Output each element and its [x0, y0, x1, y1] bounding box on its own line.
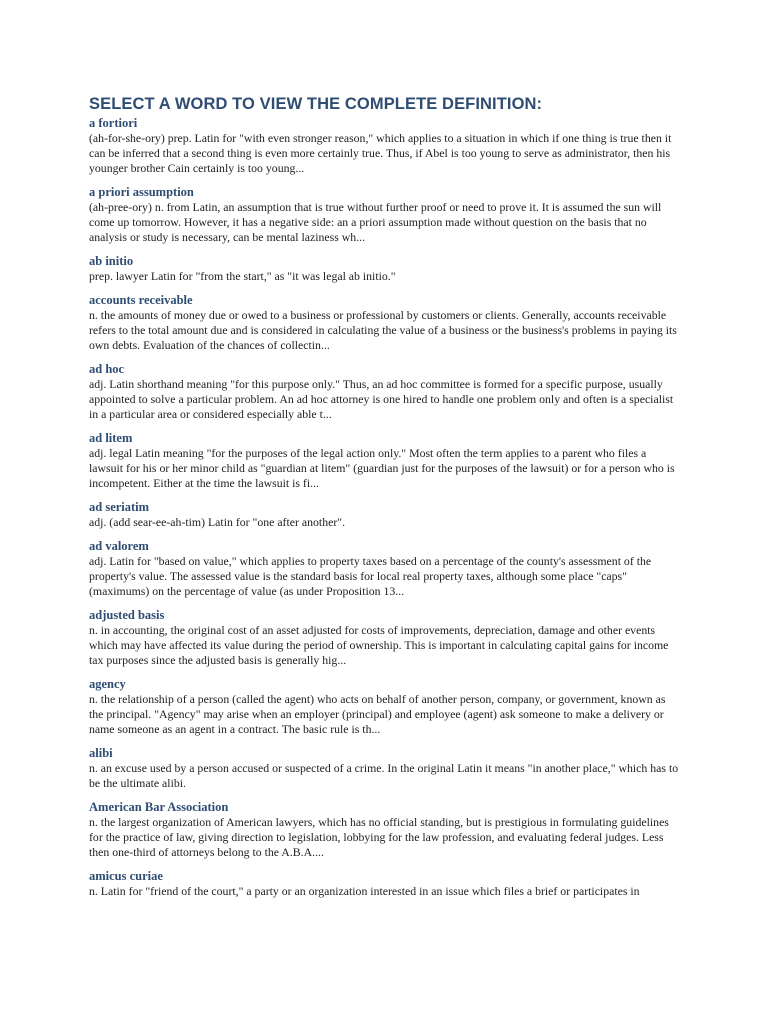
page-heading: SELECT A WORD TO VIEW THE COMPLETE DEFINITION:: [89, 95, 543, 113]
term-link[interactable]: ad valorem: [89, 539, 149, 553]
definition-entry: [89, 607, 681, 668]
definition-entry: [89, 115, 681, 176]
definition-entry: [89, 499, 681, 530]
definition-entry: [89, 868, 681, 899]
term-link[interactable]: American Bar Association: [89, 800, 229, 814]
definition-text: n. the amounts of money due or owed to a business or professional by customers or clients. Generally, accounts receivable refers to the total amount due and is considered in calculating the value of a business or the business's problems in paying its own debts. Evaluation of the chances of collectin...: [89, 308, 677, 352]
definition-text: (ah-pree-ory) n. from Latin, an assumption that is true without further proof or need to prove it. It is assumed the sun will come up tomorrow. However, it has a negative side: an a priori assumption made without question on the basis that no analysis or study is necessary, can be mental laziness wh...: [89, 200, 662, 244]
definition-text: n. the largest organization of American lawyers, which has no official standing, but is prestigious in formulating guidelines for the practice of law, giving direction to legislation, lobbying for the law profession, and evaluating federal judges. Less then one-third of attorneys belong to the A.B.A....: [89, 815, 669, 859]
definition-entry: [89, 799, 681, 860]
definition-text: n. an excuse used by a person accused or suspected of a crime. In the original Latin it means "in another place," which has to be the ultimate alibi.: [89, 761, 679, 790]
definition-text: prep. lawyer Latin for "from the start," as "it was legal ab initio.": [89, 269, 396, 283]
term-link[interactable]: accounts receivable: [89, 293, 193, 307]
term-link[interactable]: ad hoc: [89, 362, 125, 376]
definition-text: n. in accounting, the original cost of an asset adjusted for costs of improvements, depreciation, damage and other events which may have affected its value during the period of ownership. This is important in calculating capital gains for income tax purposes since the adjusted basis is generally hig...: [89, 623, 669, 667]
glossary-page: [89, 94, 681, 907]
definition-entry: [89, 430, 681, 491]
definition-entry: [89, 184, 681, 245]
definition-text: n. Latin for "friend of the court," a party or an organization interested in an issue which files a brief or participates in: [89, 884, 640, 898]
definition-text: adj. legal Latin meaning "for the purposes of the legal action only." Most often the term applies to a parent who files a lawsuit for his or her minor child as "guardian at litem" (guardian just for the purposes of the lawsuit) or for a person who is incompetent. Either at the time the lawsuit is fi...: [89, 446, 675, 490]
term-link[interactable]: amicus curiae: [89, 869, 163, 883]
definition-text: adj. Latin for "based on value," which applies to property taxes based on a percentage of the county's assessment of the property's value. The assessed value is the standard basis for local real property taxes, although some place "caps" (maximums) on the percentage of value (as under Proposition 13...: [89, 554, 652, 598]
definition-entry: [89, 361, 681, 422]
definition-text: (ah-for-she-ory) prep. Latin for "with even stronger reason," which applies to a situation in which if one thing is true then it can be inferred that a second thing is even more certainly true. Thus, if Abel is too young to serve as administrator, then his younger brother Cain certainly is too young...: [89, 131, 672, 175]
term-link[interactable]: ad seriatim: [89, 500, 150, 514]
definition-text: adj. Latin shorthand meaning "for this purpose only." Thus, an ad hoc committee is formed for a specific purpose, usually appointed to solve a particular problem. An ad hoc attorney is one hired to handle one problem only and often is a specialist in a particular area or considered especially able t...: [89, 377, 674, 421]
term-link[interactable]: a priori assumption: [89, 185, 194, 199]
definition-text: n. the relationship of a person (called the agent) who acts on behalf of another person, company, or government, known as the principal. "Agency" may arise when an employer (principal) and employee (agent) ask someone to make a delivery or name someone as an agent in a contract. The basic rule is th...: [89, 692, 666, 736]
definition-list: [89, 115, 681, 899]
term-link[interactable]: alibi: [89, 746, 113, 760]
term-link[interactable]: adjusted basis: [89, 608, 165, 622]
term-link[interactable]: ab initio: [89, 254, 134, 268]
definition-entry: [89, 292, 681, 353]
definition-entry: [89, 745, 681, 791]
definition-entry: [89, 253, 681, 284]
term-link[interactable]: ad litem: [89, 431, 133, 445]
definition-entry: [89, 676, 681, 737]
definition-text: adj. (add sear-ee-ah-tim) Latin for "one after another".: [89, 515, 346, 529]
definition-entry: [89, 538, 681, 599]
term-link[interactable]: a fortiori: [89, 116, 138, 130]
term-link[interactable]: agency: [89, 677, 126, 691]
